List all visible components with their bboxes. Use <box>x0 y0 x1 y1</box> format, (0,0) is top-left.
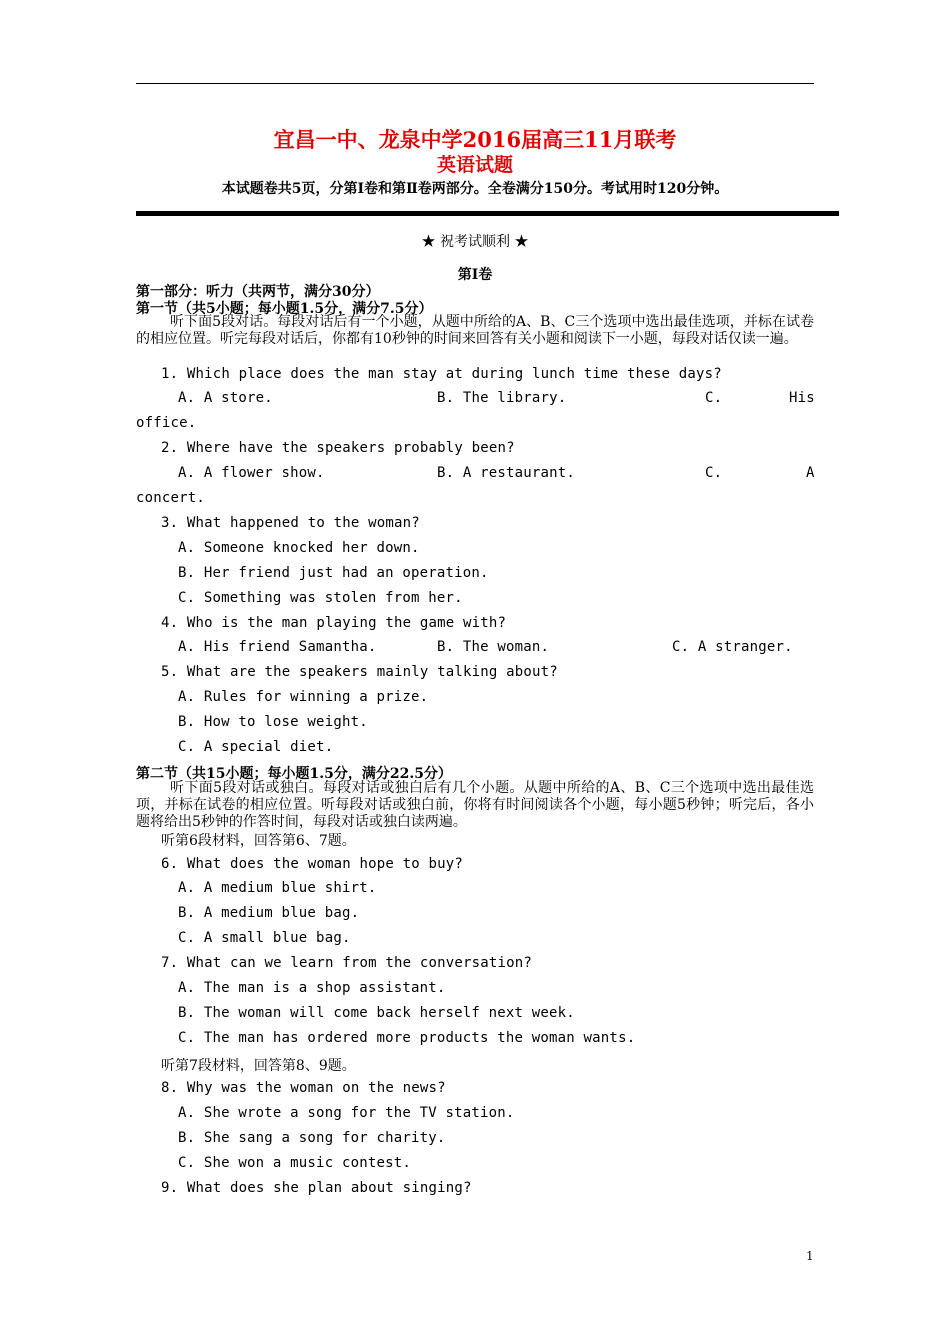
q2-option-c-wrap: concert. <box>136 490 206 506</box>
q1-option-c-text: His <box>789 390 815 406</box>
q2-option-a: A. A flower show. <box>178 465 325 481</box>
section1-title: 第一节（共5小题；每小题1.5分，满分7.5分） <box>136 301 433 317</box>
q4-option-c: C. A stranger. <box>672 639 793 655</box>
q3-option-c: C. Something was stolen from her. <box>178 590 463 606</box>
q1-option-b: B. The library. <box>437 390 567 406</box>
question-1: 1. Which place does the man stay at during lunch time these days? <box>161 366 722 382</box>
q8-option-a: A. She wrote a song for the TV station. <box>178 1105 515 1121</box>
q4-option-b: B. The woman. <box>437 639 550 655</box>
exam-subtitle: 英语试题 <box>436 154 513 176</box>
section2-title: 第二节（共15小题；每小题1.5分，满分22.5分） <box>136 766 452 782</box>
q1-option-c-wrap: office. <box>136 415 197 431</box>
header-rule <box>136 211 839 216</box>
q1-option-c-label: C. <box>705 390 723 406</box>
q8-option-c: C. She won a music contest. <box>178 1155 411 1171</box>
section2-instruction: 听下面5段对话或独白。每段对话或独白后有几个小题。从题中所给的A、B、C三个选项中选出最佳选项，并标在试卷的相应位置。听每段对话或独白前，你将有时间阅读各个小题，每小题5秒钟；听完后，各小题将给出5秒钟的作答时间，每段对话或独白读两遍。 <box>136 780 814 830</box>
section1-instruction: 听下面5段对话。每段对话后有一个小题，从题中所给的A、B、C三个选项中选出最佳选项，并标在试卷的相应位置。听完每段对话后，你都有10秒钟的时间来回答有关小题和阅读下一小题，每段对话仅读一遍。 <box>136 314 814 347</box>
exam-info: 本试题卷共5页，分第Ⅰ卷和第Ⅱ卷两部分。全卷满分150分。考试用时120分钟。 <box>221 181 729 197</box>
q6-option-a: A. A medium blue shirt. <box>178 880 377 896</box>
q8-option-b: B. She sang a song for charity. <box>178 1130 446 1146</box>
q5-option-a: A. Rules for winning a prize. <box>178 689 429 705</box>
part1-title: 第一部分：听力（共两节，满分30分） <box>136 284 380 300</box>
q5-option-b: B. How to lose weight. <box>178 714 368 730</box>
question-9: 9. What does she plan about singing? <box>161 1180 472 1196</box>
volume-title: 第Ⅰ卷 <box>457 267 493 283</box>
question-8: 8. Why was the woman on the news? <box>161 1080 446 1096</box>
question-4: 4. Who is the man playing the game with? <box>161 615 507 631</box>
q1-option-a: A. A store. <box>178 390 273 406</box>
exam-title: 宜昌一中、龙泉中学2016届高三11月联考 <box>273 127 677 152</box>
q7-option-b: B. The woman will come back herself next week. <box>178 1005 575 1021</box>
q2-option-c-label: C. <box>705 465 723 481</box>
q7-option-c: C. The man has ordered more products the woman wants. <box>178 1030 636 1046</box>
q6-option-c: C. A small blue bag. <box>178 930 351 946</box>
q7-option-a: A. The man is a shop assistant. <box>178 980 446 996</box>
q5-option-c: C. A special diet. <box>178 739 334 755</box>
question-3: 3. What happened to the woman? <box>161 515 420 531</box>
material-6-intro: 听第6段材料，回答第6、7题。 <box>161 833 356 849</box>
q3-option-a: A. Someone knocked her down. <box>178 540 420 556</box>
top-rule <box>136 83 814 84</box>
question-2: 2. Where have the speakers probably been? <box>161 440 515 456</box>
material-7-intro: 听第7段材料，回答第8、9题。 <box>161 1058 356 1074</box>
wish-line: ★ 祝考试顺利 ★ <box>421 234 529 250</box>
q6-option-b: B. A medium blue bag. <box>178 905 360 921</box>
q3-option-b: B. Her friend just had an operation. <box>178 565 489 581</box>
question-5: 5. What are the speakers mainly talking about? <box>161 664 558 680</box>
q4-option-a: A. His friend Samantha. <box>178 639 377 655</box>
page-number: 1 <box>806 1249 814 1263</box>
question-7: 7. What can we learn from the conversation? <box>161 955 533 971</box>
q2-option-b: B. A restaurant. <box>437 465 576 481</box>
q2-option-c-text: A <box>806 465 815 481</box>
question-6: 6. What does the woman hope to buy? <box>161 856 464 872</box>
